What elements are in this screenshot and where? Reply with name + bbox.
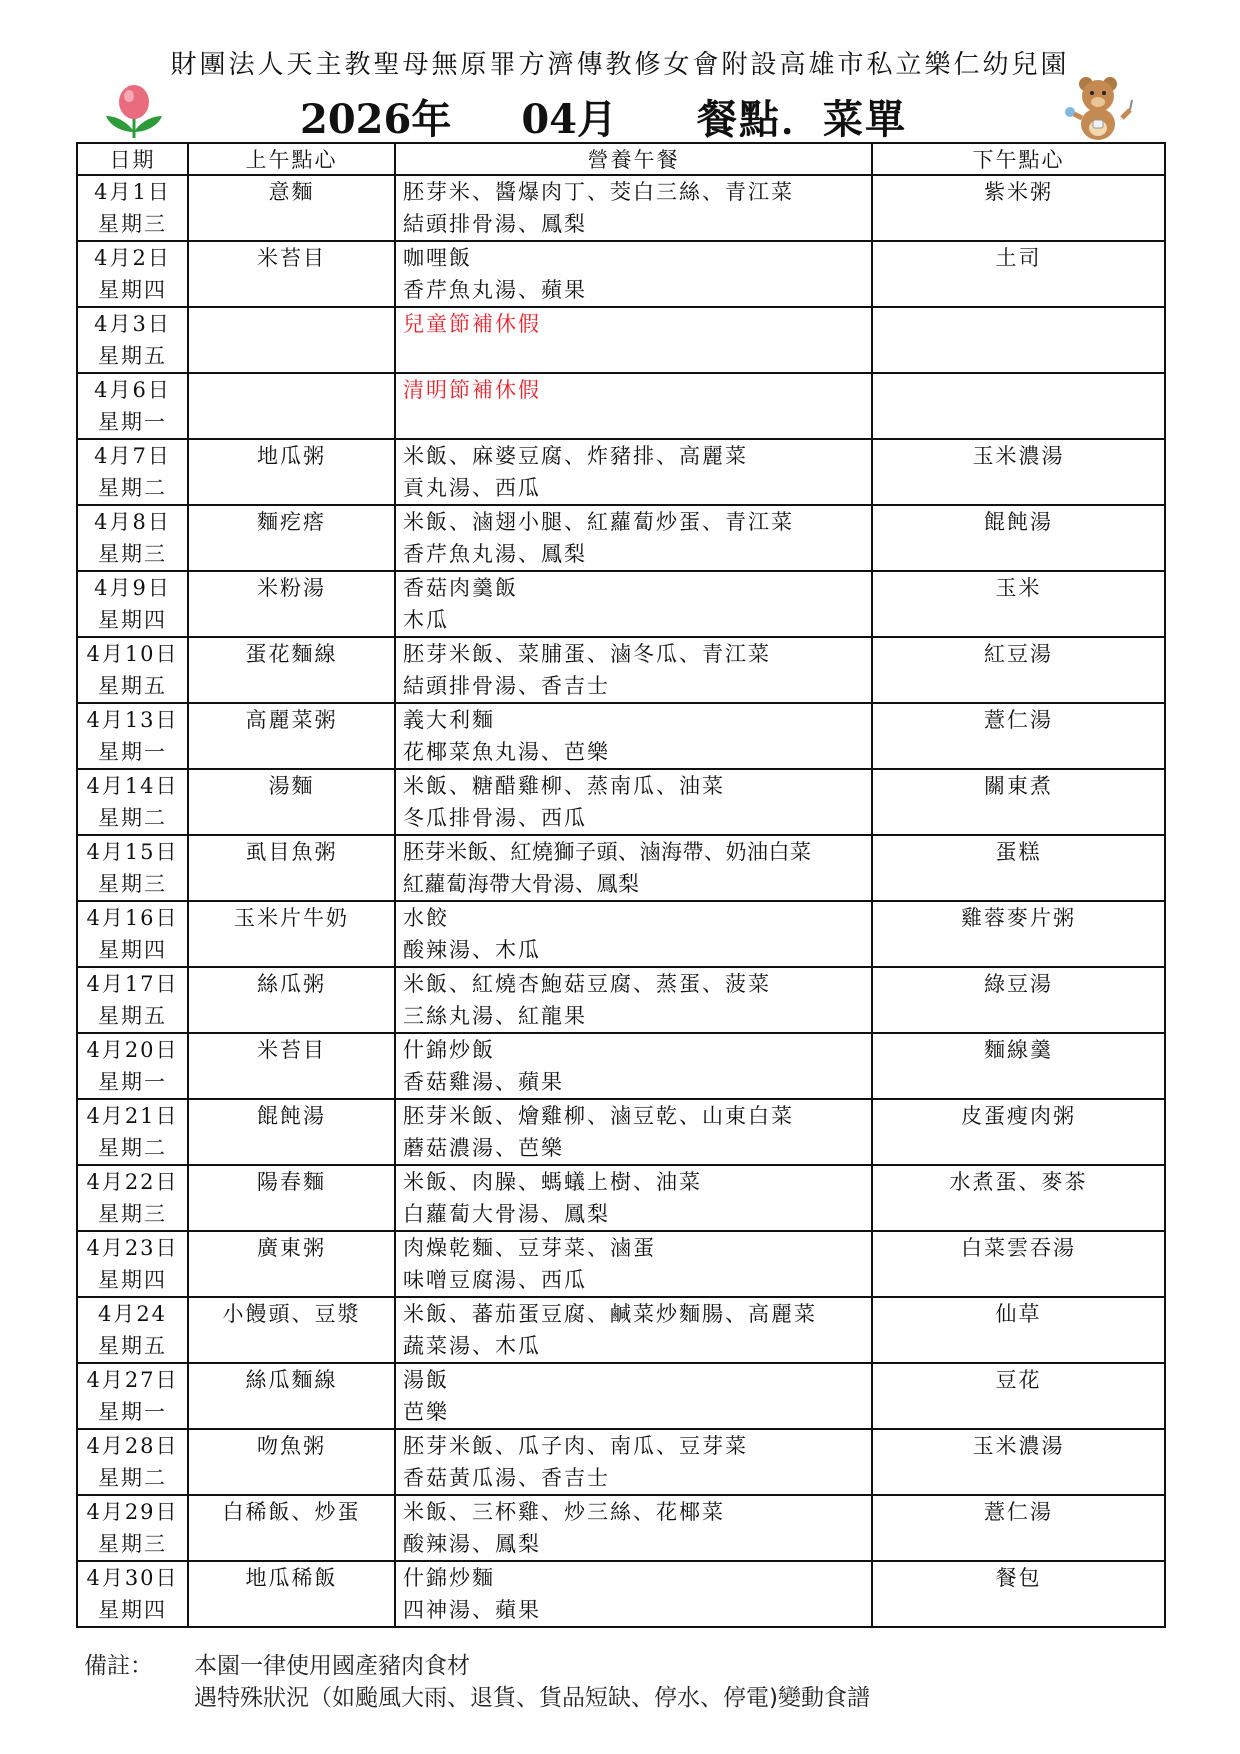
lunch-line-2: 香菇雞湯、蘋果 [403,1070,564,1094]
lunch-cell [395,1429,872,1495]
date-cell [77,1099,188,1165]
morning-snack-cell [188,307,395,373]
lunch-cell [395,505,872,571]
afternoon-snack-cell: 仙草 [872,1297,1165,1363]
weekday-text: 星期二 [98,476,167,500]
table-row [77,1495,1165,1561]
lunch-line-1: 義大利麵 [403,708,495,732]
date-cell [77,901,188,967]
lunch-cell [395,901,872,967]
date-text: 4月10日 [86,642,179,666]
date-text: 4月9日 [94,576,171,600]
lunch-line-2: 香芹魚丸湯、蘋果 [403,278,587,302]
table-row [77,703,1165,769]
afternoon-snack-cell: 玉米濃湯 [872,439,1165,505]
lunch-line-2: 三絲丸湯、紅龍果 [403,1004,587,1028]
lunch-line-2: 蔬菜湯、木瓜 [403,1334,541,1358]
afternoon-snack-cell: 水煮蛋、麥茶 [872,1165,1165,1231]
date-text: 4月2日 [94,246,171,270]
date-text: 4月13日 [86,708,179,732]
afternoon-snack-cell: 白菜雲吞湯 [872,1231,1165,1297]
afternoon-snack-cell: 餛飩湯 [872,505,1165,571]
lunch-line-2: 結頭排骨湯、鳳梨 [403,212,587,236]
lunch-line-1: 米飯、紅燒杏鮑菇豆腐、蒸蛋、菠菜 [403,972,771,996]
table-row [77,835,1165,901]
lunch-line-1: 水餃 [403,906,449,930]
lunch-line-1: 米飯、麻婆豆腐、炸豬排、高麗菜 [403,444,748,468]
morning-snack-cell: 高麗菜粥 [188,703,395,769]
lunch-line-2: 花椰菜魚丸湯、芭樂 [403,740,610,764]
weekday-text: 星期三 [98,542,167,566]
lunch-line-2: 蘑菇濃湯、芭樂 [403,1136,564,1160]
title-month: 04月 [521,95,617,143]
lunch-line-2: 貢丸湯、西瓜 [403,476,541,500]
weekday-text: 星期三 [98,872,167,896]
afternoon-snack-cell: 雞蓉麥片粥 [872,901,1165,967]
lunch-line-2: 木瓜 [403,608,449,632]
lunch-line-2: 味噌豆腐湯、西瓜 [403,1268,587,1292]
lunch-cell [395,703,872,769]
morning-snack-cell: 湯麵 [188,769,395,835]
date-cell [77,637,188,703]
weekday-text: 星期四 [98,1598,167,1622]
header-date: 日期 [77,143,188,175]
date-text: 4月28日 [86,1434,179,1458]
weekday-text: 星期三 [98,1202,167,1226]
lunch-cell [395,1495,872,1561]
date-text: 4月8日 [94,510,171,534]
date-cell [77,1363,188,1429]
lunch-cell [395,1231,872,1297]
afternoon-snack-cell: 紅豆湯 [872,637,1165,703]
lunch-line-2: 紅蘿蔔海帶大骨湯、鳳梨 [403,872,640,896]
date-text: 4月1日 [94,180,171,204]
date-cell [77,1297,188,1363]
lunch-line-2: 酸辣湯、鳳梨 [403,1532,541,1556]
weekday-text: 星期五 [98,674,167,698]
afternoon-snack-cell: 薏仁湯 [872,1495,1165,1561]
weekday-text: 星期一 [98,410,167,434]
lunch-line-1: 胚芽米飯、燴雞柳、滷豆乾、山東白菜 [403,1104,794,1128]
weekday-text: 星期四 [98,278,167,302]
table-row [77,1297,1165,1363]
table-row [77,439,1165,505]
morning-snack-cell: 米苔目 [188,241,395,307]
date-text: 4月23日 [86,1236,179,1260]
lunch-cell [395,1099,872,1165]
lunch-line-1: 米飯、糖醋雞柳、蒸南瓜、油菜 [403,774,725,798]
lunch-cell [395,1363,872,1429]
date-cell [77,967,188,1033]
morning-snack-cell: 絲瓜麵線 [188,1363,395,1429]
lunch-line-1: 胚芽米飯、瓜子肉、南瓜、豆芽菜 [403,1434,748,1458]
afternoon-snack-cell: 綠豆湯 [872,967,1165,1033]
lunch-line-1: 胚芽米飯、紅燒獅子頭、滷海帶、奶油白菜 [403,840,812,864]
weekday-text: 星期四 [98,1268,167,1292]
date-cell [77,1561,188,1627]
lunch-line-2: 香芹魚丸湯、鳳梨 [403,542,587,566]
menu-table [76,142,1166,1628]
afternoon-snack-cell: 蛋糕 [872,835,1165,901]
weekday-text: 星期五 [98,1334,167,1358]
morning-snack-cell: 絲瓜粥 [188,967,395,1033]
notes-label: 備註： [84,1653,153,1679]
table-row [77,637,1165,703]
date-text: 4月27日 [86,1368,179,1392]
date-cell [77,1231,188,1297]
lunch-cell [395,1297,872,1363]
teddy-bear-icon [1058,74,1138,144]
lunch-cell [395,307,872,373]
lunch-line-1: 什錦炒麵 [403,1566,495,1590]
morning-snack-cell: 餛飩湯 [188,1099,395,1165]
weekday-text: 星期二 [98,1136,167,1160]
morning-snack-cell: 虱目魚粥 [188,835,395,901]
weekday-text: 星期三 [98,212,167,236]
lunch-line-2: 芭樂 [403,1400,449,1424]
date-cell [77,307,188,373]
lunch-line-1: 米飯、滷翅小腿、紅蘿蔔炒蛋、青江菜 [403,510,794,534]
table-header-row [77,143,1165,175]
afternoon-snack-cell: 玉米 [872,571,1165,637]
morning-snack-cell: 小饅頭、豆漿 [188,1297,395,1363]
table-row [77,769,1165,835]
lunch-cell [395,835,872,901]
lunch-line-1: 什錦炒飯 [403,1038,495,1062]
date-cell [77,703,188,769]
date-text: 4月7日 [94,444,171,468]
date-cell [77,1495,188,1561]
date-cell [77,241,188,307]
morning-snack-cell [188,373,395,439]
lunch-cell [395,439,872,505]
menu-table-body [77,175,1165,1627]
lunch-cell [395,1165,872,1231]
lunch-cell [395,571,872,637]
lunch-line-1: 米飯、三杯雞、炒三絲、花椰菜 [403,1500,725,1524]
lunch-cell [395,967,872,1033]
morning-snack-cell: 米苔目 [188,1033,395,1099]
lunch-line-2: 酸辣湯、木瓜 [403,938,541,962]
morning-snack-cell: 地瓜粥 [188,439,395,505]
date-cell [77,439,188,505]
title-label: 餐點．菜單 [697,95,907,143]
date-text: 4月22日 [86,1170,179,1194]
morning-snack-cell: 陽春麵 [188,1165,395,1231]
lunch-cell [395,373,872,439]
date-text: 4月30日 [86,1566,179,1590]
date-cell [77,175,188,241]
afternoon-snack-cell: 玉米濃湯 [872,1429,1165,1495]
school-logo-icon [104,82,164,140]
afternoon-snack-cell: 豆花 [872,1363,1165,1429]
afternoon-snack-cell: 餐包 [872,1561,1165,1627]
morning-snack-cell: 麵疙瘩 [188,505,395,571]
weekday-text: 星期五 [98,1004,167,1028]
afternoon-snack-cell: 土司 [872,241,1165,307]
lunch-line-1: 米飯、肉臊、螞蟻上樹、油菜 [403,1170,702,1194]
afternoon-snack-cell: 關東煮 [872,769,1165,835]
morning-snack-cell: 吻魚粥 [188,1429,395,1495]
weekday-text: 星期一 [98,1070,167,1094]
table-row [77,175,1165,241]
menu-title [300,88,907,144]
weekday-text: 星期四 [98,938,167,962]
table-row [77,241,1165,307]
date-cell [77,1033,188,1099]
lunch-line-2: 香菇黃瓜湯、香吉士 [403,1466,610,1490]
date-cell [77,1165,188,1231]
lunch-line-1: 肉燥乾麵、豆芽菜、滷蛋 [403,1236,656,1260]
lunch-line-1: 湯飯 [403,1368,449,1392]
date-cell [77,769,188,835]
table-row [77,1429,1165,1495]
table-row [77,901,1165,967]
date-text: 4月3日 [94,312,171,336]
header-morning-snack: 上午點心 [188,143,395,175]
date-cell [77,835,188,901]
lunch-cell [395,637,872,703]
date-cell [77,373,188,439]
date-text: 4月14日 [86,774,179,798]
lunch-line-1: 香菇肉羹飯 [403,576,518,600]
date-cell [77,1429,188,1495]
morning-snack-cell: 地瓜稀飯 [188,1561,395,1627]
weekday-text: 星期五 [98,344,167,368]
holiday-notice: 兒童節補休假 [403,312,541,336]
table-row [77,1363,1165,1429]
morning-snack-cell: 白稀飯、炒蛋 [188,1495,395,1561]
lunch-cell [395,769,872,835]
header-lunch: 營養午餐 [395,143,872,175]
lunch-cell [395,241,872,307]
organization-name: 財團法人天主教聖母無原罪方濟傳教修女會附設高雄市私立樂仁幼兒園 [170,50,1070,80]
lunch-line-1: 胚芽米、醬爆肉丁、茭白三絲、青江菜 [403,180,794,204]
weekday-text: 星期三 [98,1532,167,1556]
morning-snack-cell: 米粉湯 [188,571,395,637]
date-text: 4月21日 [86,1104,179,1128]
table-row [77,1099,1165,1165]
afternoon-snack-cell [872,373,1165,439]
weekday-text: 星期一 [98,1400,167,1424]
lunch-cell [395,1561,872,1627]
notes-line-2: 遇特殊狀況（如颱風大雨、退貨、貨品短缺、停水、停電)變動食譜 [194,1685,870,1711]
weekday-text: 星期四 [98,608,167,632]
afternoon-snack-cell: 薏仁湯 [872,703,1165,769]
header-afternoon-snack: 下午點心 [872,143,1165,175]
lunch-line-2: 結頭排骨湯、香吉士 [403,674,610,698]
date-text: 4月15日 [86,840,179,864]
date-cell [77,505,188,571]
title-year: 2026年 [300,95,452,143]
notes-line-1: 本園一律使用國產豬肉食材 [194,1653,470,1679]
date-text: 4月24 [97,1302,168,1326]
date-cell [77,571,188,637]
afternoon-snack-cell [872,307,1165,373]
table-row [77,1165,1165,1231]
date-text: 4月16日 [86,906,179,930]
table-row [77,1033,1165,1099]
date-text: 4月29日 [86,1500,179,1524]
weekday-text: 星期二 [98,806,167,830]
lunch-line-1: 米飯、蕃茄蛋豆腐、鹹菜炒麵腸、高麗菜 [403,1302,817,1326]
weekday-text: 星期一 [98,740,167,764]
morning-snack-cell: 廣東粥 [188,1231,395,1297]
lunch-cell [395,1033,872,1099]
table-row [77,1561,1165,1627]
afternoon-snack-cell: 皮蛋瘦肉粥 [872,1099,1165,1165]
holiday-notice: 清明節補休假 [403,378,541,402]
afternoon-snack-cell: 麵線羹 [872,1033,1165,1099]
lunch-line-2: 四神湯、蘋果 [403,1598,541,1622]
table-row [77,571,1165,637]
table-row [77,373,1165,439]
table-row [77,967,1165,1033]
morning-snack-cell: 意麵 [188,175,395,241]
table-row [77,1231,1165,1297]
date-text: 4月17日 [86,972,179,996]
table-row [77,505,1165,571]
table-row [77,307,1165,373]
lunch-line-2: 白蘿蔔大骨湯、鳳梨 [403,1202,610,1226]
lunch-line-1: 咖哩飯 [403,246,472,270]
date-text: 4月6日 [94,378,171,402]
morning-snack-cell: 蛋花麵線 [188,637,395,703]
date-text: 4月20日 [86,1038,179,1062]
lunch-line-1: 胚芽米飯、菜脯蛋、滷冬瓜、青江菜 [403,642,771,666]
morning-snack-cell: 玉米片牛奶 [188,901,395,967]
weekday-text: 星期二 [98,1466,167,1490]
lunch-cell [395,175,872,241]
lunch-line-2: 冬瓜排骨湯、西瓜 [403,806,587,830]
afternoon-snack-cell: 紫米粥 [872,175,1165,241]
